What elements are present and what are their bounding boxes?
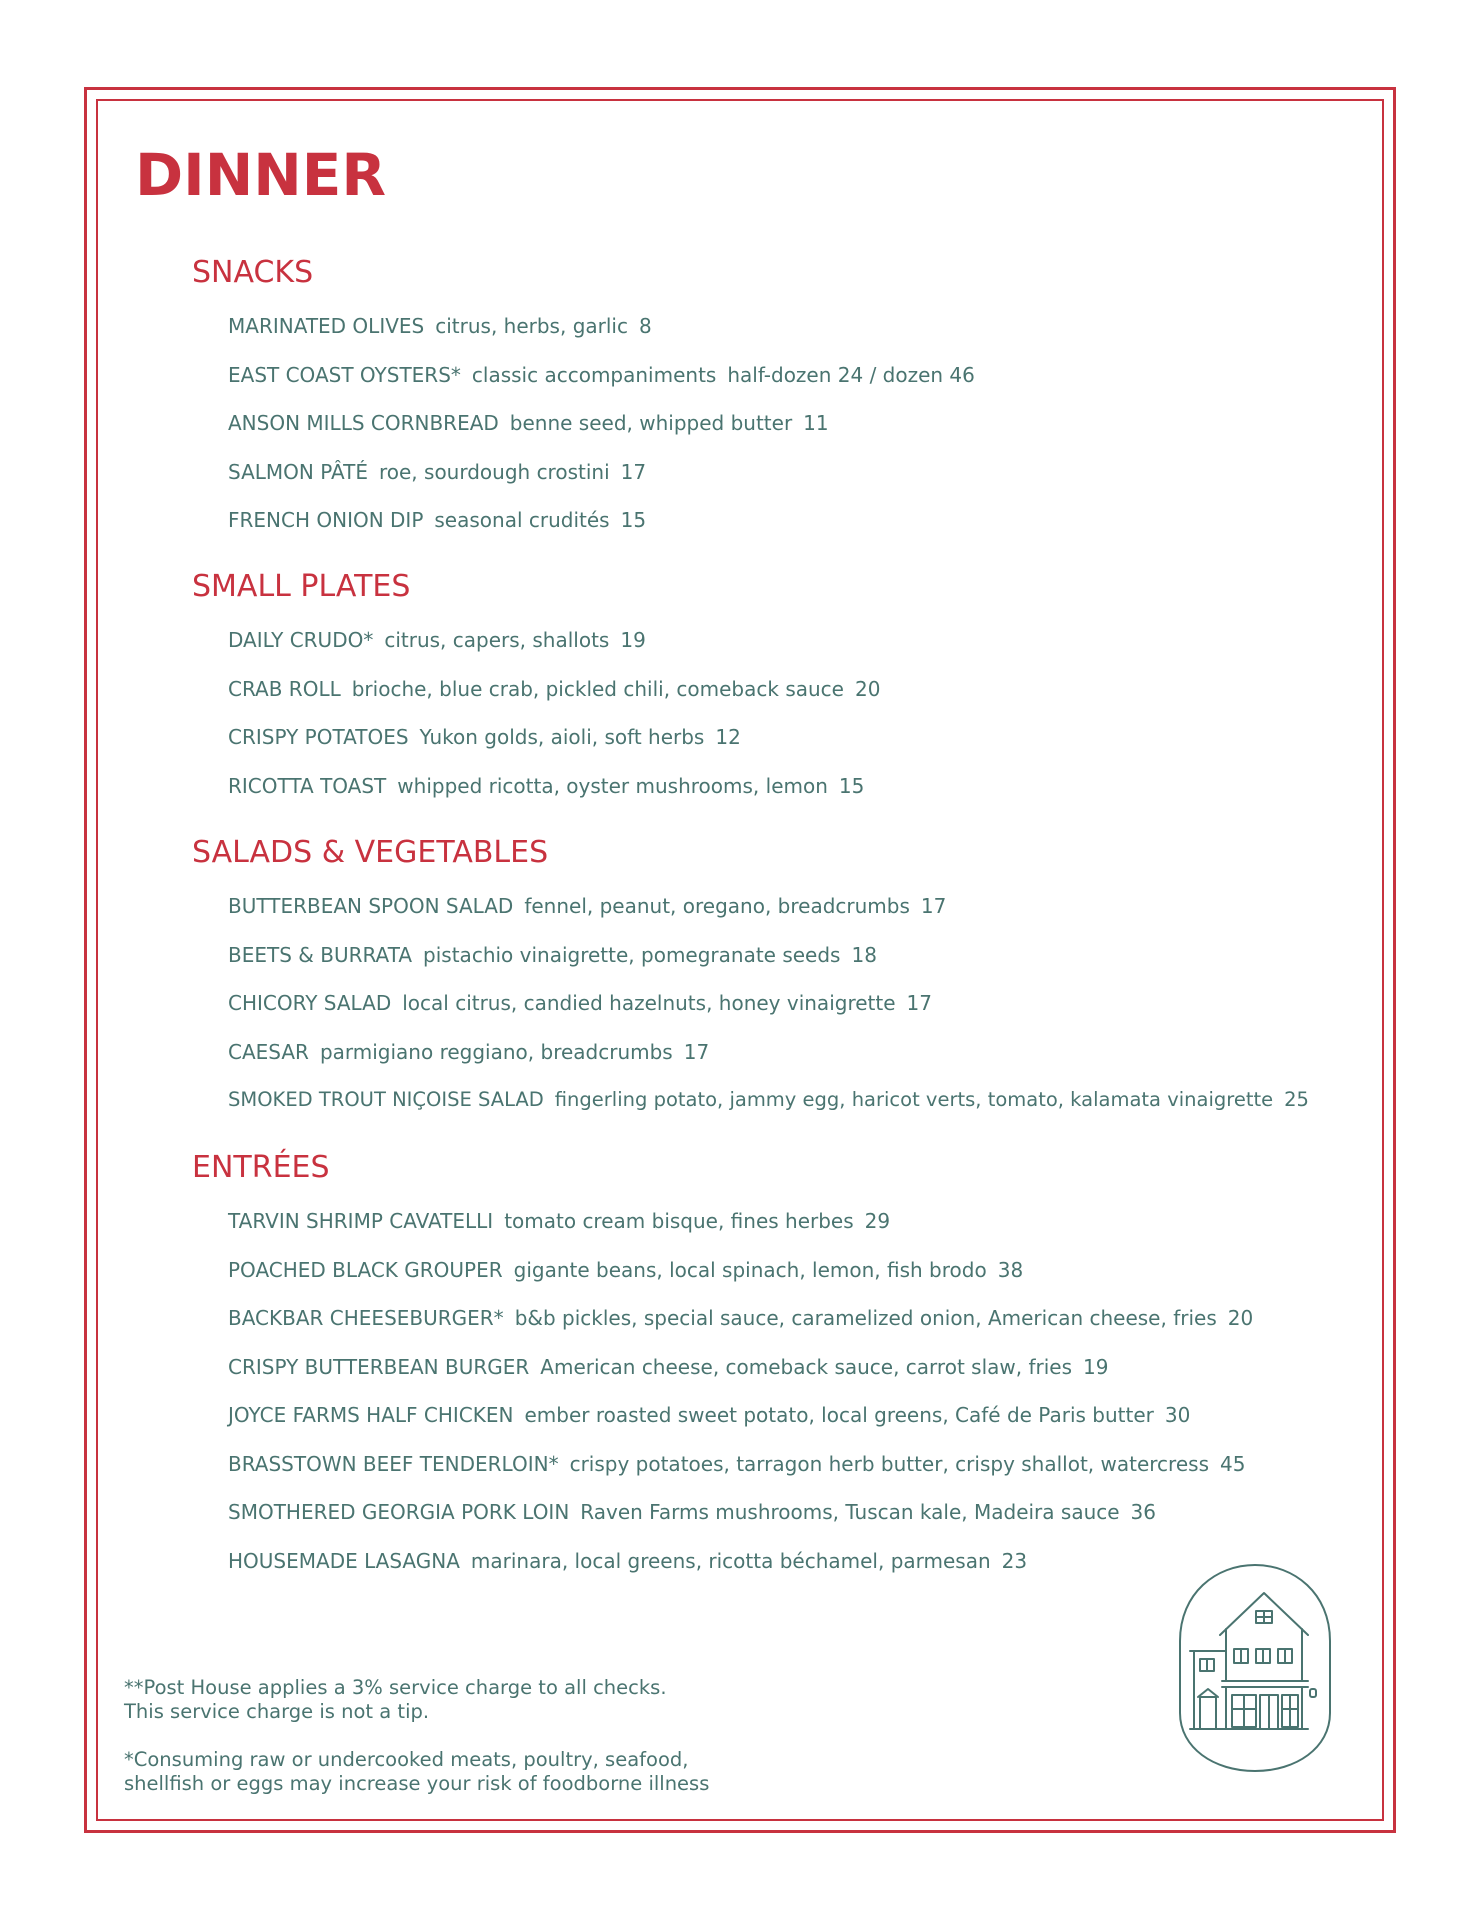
consumption-advisory: [124, 1748, 824, 1796]
item-name: JOYCE FARMS HALF CHICKEN: [228, 1403, 514, 1427]
section-title: SALADS & VEGETABLES: [192, 835, 549, 870]
menu-item: [228, 1028, 1372, 1077]
item-description: Yukon golds, aioli, soft herbs: [419, 725, 705, 749]
menu-item-list: [192, 1197, 1372, 1585]
item-name: BACKBAR CHEESEBURGER*: [228, 1306, 504, 1330]
item-description: benne seed, whipped butter: [509, 411, 793, 435]
item-description: pistachio vinaigrette, pomegranate seeds: [423, 942, 841, 967]
item-name: SMOKED TROUT NIÇOISE SALAD: [228, 1088, 544, 1111]
section-title: SMALL PLATES: [192, 569, 411, 604]
section-snacks: [192, 255, 1372, 545]
advisory-line: shellfish or eggs may increase your risk of foodborne illness: [124, 1772, 710, 1795]
menu-title: DINNER: [135, 141, 387, 209]
item-price: 18: [851, 942, 877, 967]
menu-item: [228, 1197, 1372, 1246]
item-description: local citrus, candied hazelnuts, honey vinaigrette: [402, 991, 896, 1015]
item-description: b&b pickles, special sauce, caramelized onion, American cheese, fries: [514, 1306, 1217, 1330]
item-name: BRASSTOWN BEEF TENDERLOIN*: [228, 1451, 559, 1476]
item-description: gigante beans, local spinach, lemon, fish brodo: [513, 1257, 987, 1282]
item-name: CRISPY BUTTERBEAN BURGER: [228, 1354, 530, 1379]
menu-item: [228, 713, 1372, 762]
item-description: citrus, capers, shallots: [384, 628, 610, 652]
item-price: 20: [1227, 1306, 1254, 1330]
menu-item: [228, 351, 1372, 400]
menu-item: [228, 1391, 1372, 1440]
item-description: citrus, herbs, garlic: [435, 314, 628, 338]
item-description: marinara, local greens, ricotta béchamel, parmesan: [470, 1548, 991, 1573]
item-description: American cheese, comeback sauce, carrot slaw, fries: [540, 1354, 1072, 1379]
item-description: parmigiano reggiano, breadcrumbs: [319, 1039, 673, 1064]
item-price: 30: [1164, 1403, 1191, 1427]
item-description: roe, sourdough crostini: [378, 459, 610, 484]
item-name: SALMON PÂTÉ: [228, 459, 368, 484]
footer-notes: [124, 1676, 824, 1820]
section-title: SNACKS: [192, 255, 314, 290]
section-entrees: [192, 1150, 1372, 1585]
item-name: CAESAR: [228, 1039, 309, 1064]
item-name: RICOTTA TOAST: [228, 773, 387, 798]
menu-item-list: [192, 616, 1372, 810]
item-description: fennel, peanut, oregano, breadcrumbs: [524, 894, 910, 918]
item-name: ANSON MILLS CORNBREAD: [228, 411, 499, 435]
item-price: 12: [715, 725, 741, 749]
item-price: half-dozen 24 / dozen 46: [727, 362, 975, 387]
item-name: TARVIN SHRIMP CAVATELLI: [228, 1209, 494, 1233]
item-price: 45: [1219, 1451, 1246, 1476]
item-description: crispy potatoes, tarragon herb butter, crispy shallot, watercress: [569, 1451, 1209, 1476]
item-price: 17: [906, 991, 932, 1015]
service-charge-line: **Post House applies a 3% service charge to all checks.: [124, 1676, 667, 1699]
item-name: HOUSEMADE LASAGNA: [228, 1548, 460, 1573]
section-title: ENTRÉES: [192, 1150, 330, 1185]
menu-item: [228, 448, 1372, 497]
menu-item: [228, 1440, 1372, 1489]
item-price: 20: [854, 676, 881, 701]
menu-item-list: [192, 302, 1372, 545]
item-price: 15: [620, 508, 647, 532]
item-price: 8: [638, 314, 652, 338]
section-salads-vegetables: [192, 835, 1372, 1125]
item-name: CRISPY POTATOES: [228, 725, 409, 749]
item-name: CRAB ROLL: [228, 676, 341, 701]
item-price: 29: [864, 1209, 891, 1233]
item-name: CHICORY SALAD: [228, 991, 392, 1015]
menu-item: [228, 665, 1372, 714]
menu-item: [228, 1343, 1372, 1392]
menu-item-list: [192, 882, 1372, 1125]
item-name: POACHED BLACK GROUPER: [228, 1257, 503, 1282]
section-small-plates: [192, 569, 1372, 810]
item-price: 17: [683, 1039, 710, 1064]
item-description: Raven Farms mushrooms, Tuscan kale, Madeira sauce: [580, 1500, 1120, 1524]
item-name: DAILY CRUDO*: [228, 628, 374, 652]
item-price: 11: [803, 411, 829, 435]
item-description: whipped ricotta, oyster mushrooms, lemon: [397, 773, 828, 798]
item-price: 25: [1284, 1088, 1309, 1111]
item-name: BUTTERBEAN SPOON SALAD: [228, 894, 514, 918]
item-description: ember roasted sweet potato, local greens, Café de Paris butter: [524, 1403, 1154, 1427]
service-charge-line: This service charge is not a tip.: [124, 1700, 430, 1723]
item-description: tomato cream bisque, fines herbes: [504, 1209, 854, 1233]
item-name: FRENCH ONION DIP: [228, 508, 424, 532]
item-name: MARINATED OLIVES: [228, 314, 425, 338]
item-price: 23: [1001, 1548, 1028, 1573]
item-description: classic accompaniments: [471, 362, 717, 387]
menu-item: [228, 1488, 1372, 1537]
item-description: fingerling potato, jammy egg, haricot verts, tomato, kalamata vinaigrette: [554, 1088, 1274, 1111]
menu-item: [228, 1246, 1372, 1295]
menu-item: [228, 302, 1372, 351]
menu-item: [228, 762, 1372, 811]
menu-item: [228, 1076, 1372, 1125]
item-name: BEETS & BURRATA: [228, 942, 413, 967]
item-price: 17: [620, 459, 647, 484]
menu-item: [228, 496, 1372, 545]
item-price: 38: [997, 1257, 1024, 1282]
advisory-line: *Consuming raw or undercooked meats, poultry, seafood,: [124, 1748, 689, 1771]
item-price: 36: [1130, 1500, 1156, 1524]
menu-item: [228, 979, 1372, 1028]
item-price: 19: [1083, 1354, 1109, 1379]
item-name: EAST COAST OYSTERS*: [228, 362, 461, 387]
menu-item: [228, 931, 1372, 980]
menu-item: [228, 616, 1372, 665]
house-icon: [1176, 1563, 1334, 1773]
menu-item: [228, 882, 1372, 931]
item-price: 15: [838, 773, 865, 798]
menu-item: [228, 399, 1372, 448]
menu-item: [228, 1294, 1372, 1343]
item-price: 19: [620, 628, 646, 652]
service-charge-note: [124, 1676, 824, 1724]
item-name: SMOTHERED GEORGIA PORK LOIN: [228, 1500, 570, 1524]
item-description: brioche, blue crab, pickled chili, comeback sauce: [351, 676, 844, 701]
item-description: seasonal crudités: [434, 508, 610, 532]
item-price: 17: [920, 894, 947, 918]
